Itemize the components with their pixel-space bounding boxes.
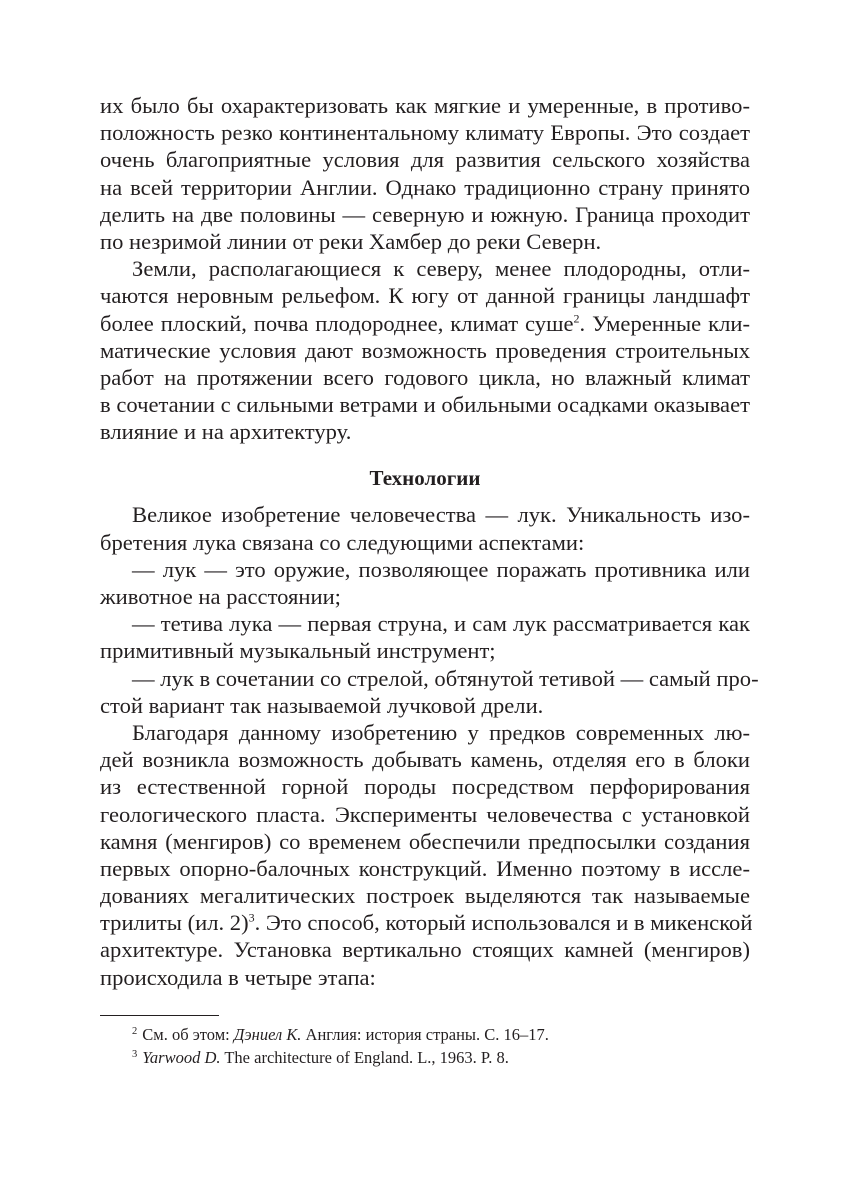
text-line [100,92,750,119]
page-body [100,92,759,991]
text-line [100,228,750,255]
footnote-source: The architecture of England. L., 1963. P. 8. [220,1048,509,1067]
line-text: Благодаря данному изобретению у предков современных лю- [132,719,750,745]
text-line [100,529,750,556]
text-line [100,146,750,173]
line-text: геологического пласта. Эксперименты человечества с установкой [100,801,750,827]
line-text: — лук в сочетании со стрелой, обтянутой тетивой — самый про- [132,665,759,691]
line-text: камня (менгиров) со временем обеспечили предпосылки создания [100,828,750,854]
section-heading: Технологии [369,466,481,491]
line-text: работ на протяжении всего годового цикла, но влажный климат [100,364,750,390]
footnote-author: Yarwood D. [142,1048,221,1067]
line-text: матические условия дают возможность проведения строительных [100,337,750,363]
footnote [132,1046,750,1069]
line-text: дованиях мегалитических построек выделяются так называемые [100,883,750,909]
paragraph [100,501,750,555]
text-line [100,801,750,828]
line-text: происходила в четыре этапа: [100,964,376,990]
text-line [100,337,750,364]
footnote-separator [100,1015,219,1016]
text-line [100,556,750,583]
line-text-continued: . Умеренные кли- [579,310,750,336]
line-text: их было бы охарактеризовать как мягкие и умеренные, в противо- [100,93,750,118]
footnote-number: 2 [132,1025,138,1037]
line-text: стой вариант так называемой лучковой дрели. [100,692,544,718]
text-block-after-heading [100,501,759,990]
paragraph [100,556,750,610]
line-text: архитектуре. Установка вертикально стоящих камней (менгиров) [100,937,750,963]
line-text: дей возникла возможность добывать камень, отделяя его в блоки [100,747,750,773]
text-block-before-heading [100,92,750,445]
footnote-author: Дэниел К. [233,1025,302,1044]
text-line [100,773,750,800]
footnote-source: Англия: история страны. С. 16–17. [301,1025,549,1044]
text-line [100,964,750,991]
paragraph [100,255,750,445]
line-text: более плоский, почва плодороднее, климат суше [100,310,574,336]
line-text: влияние и на архитектуру. [100,419,352,445]
line-text: по незримой линии от реки Хамбер до реки Северн. [100,228,602,254]
line-text: — лук — это оружие, позволяющее поражать противника или [132,556,750,582]
footnote-prefix: См. об этом: [142,1025,234,1044]
line-text: трилиты (ил. 2) [100,910,249,936]
line-text-continued: . Это способ, который использовался и в микенской [254,910,753,936]
footnote-reference[interactable]: 3 [248,910,255,925]
text-line [100,719,750,746]
line-text: бретения лука связана со следующими аспектами: [100,529,585,555]
footnote [132,1023,750,1046]
paragraph [100,92,750,255]
text-line [100,119,750,146]
text-line [100,418,750,445]
text-line [100,174,750,201]
text-line [100,282,750,309]
line-text: положность резко континентальному климату Европы. Это создает [100,120,750,146]
paragraph [100,610,750,664]
line-text: Земли, располагающиеся к северу, менее плодородны, отли- [132,256,750,282]
footnote-number: 3 [132,1048,138,1060]
line-text: в сочетании с сильными ветрами и обильными осадками оказывает [100,392,750,418]
text-line [100,310,750,337]
line-text: очень благоприятные условия для развития сельского хозяйства [100,147,750,173]
line-text: примитивный музыкальный инструмент; [100,638,496,664]
line-text: животное на расстоянии; [100,584,341,609]
paragraph [100,719,753,991]
text-line [100,746,750,773]
line-text: первых опорно-балочных конструкций. Именно поэтому в иссле- [100,855,750,881]
text-line [100,201,750,228]
text-line [100,665,759,692]
text-line [100,610,750,637]
text-line [100,882,750,909]
text-line [100,501,750,528]
text-line [100,828,750,855]
line-text: из естественной горной породы посредством перфорирования [100,774,750,800]
text-line [100,936,750,963]
footnote-reference[interactable]: 2 [573,310,580,325]
paragraph [100,665,759,719]
text-line [100,855,750,882]
text-line [100,909,753,936]
text-line [100,583,750,610]
line-text: чаются неровным рельефом. К югу от данной границы ландшафт [100,283,750,309]
text-line [100,255,750,282]
text-line [100,692,750,719]
line-text: на всей территории Англии. Однако традиционно страну принято [100,174,750,200]
line-text: — тетива лука — первая струна, и сам лук рассматривается как [132,611,750,637]
line-text: Великое изобретение человечества — лук. Уникальность изо- [132,502,750,528]
text-line [100,364,750,391]
text-line [100,391,750,418]
line-text: делить на две половины — северную и южную. Граница проходит [100,201,750,227]
text-line [100,637,750,664]
footnotes [132,1023,750,1069]
